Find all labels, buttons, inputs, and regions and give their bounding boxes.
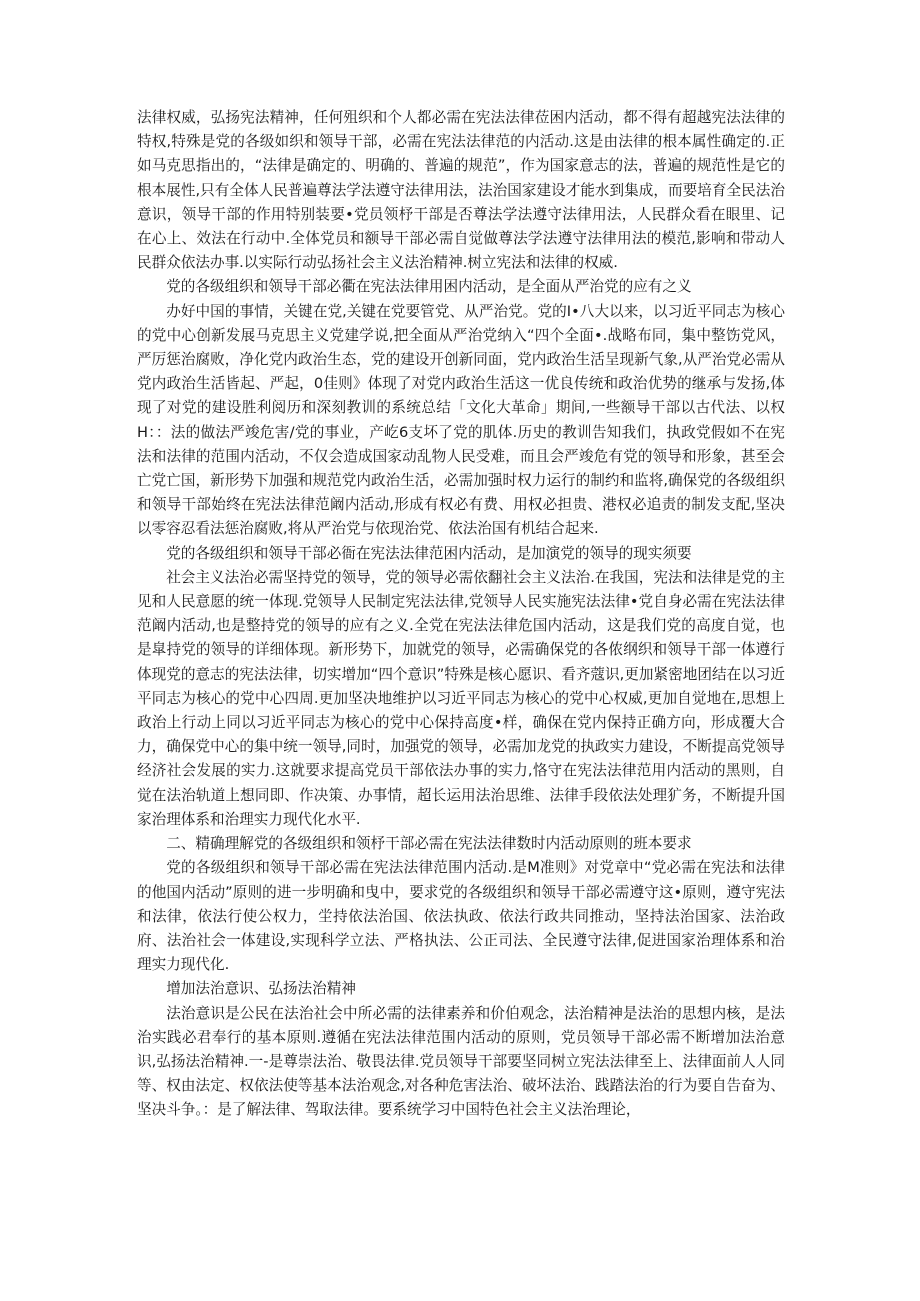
paragraph-strict-party-governance: 办好中国的事情，关键在党,关键在党要管党、从严治党。党的I•八大以来，以习近平同志为核心的党中心创新发展马克思主义党建学说,把全面从严治党纳入“四个全面•.战略布同，集中整饬党风，严厉惩治腐败，净化党内政治生态，党的建设开创新同面，党内政治生活呈现新气象,从严治党必需从党内政治生活皆起、严起，0佳则》体现了对党内政治生活这一优良传统和政治优势的继承与发扬,体现了对党的建设胜利阅历和深刻教训的系统总结「文化大革命」期间,一些额导干部以古代法、以权H：：法的做法严竣危害/党的事业，产屹6支坏了党的肌体.历史的教训告知我们，执政党假如不在宪法和法律的范围内活动，不仅会造成国家动乱物人民受难，而且会严竣危有党的领导和形象，甚至会亡党亡国，新形势下加强和规范党内政治生活，必需加强时权力运行的制约和监将,确保党的各级组织和领导干部始终在宪法法律范阚内活动,形成有权必有费、用权必担贵、港权必追责的制发支配,坚决以零容忍看法惩治腐败,将从严治党与依现治党、依法治国有机结合起来. (137, 302, 785, 538)
document-page (137, 106, 785, 1123)
heading-legal-awareness: 增加法治意识、弘扬法治精神 (166, 980, 356, 998)
heading-section-two: 二、精确理解党的各级组织和领杼干部必需在宪法法律数时内活动原则的班本要求 (166, 835, 692, 853)
paragraph-party-leadership: 社会主义法治必需坚持党的领导，党的领导必需依翻社会主义法治.在我国，宪法和法律是党的主见和人民意愿的统一体现.党领导人民制定宪法法律,党领导人民实施宪法法律•党自身必需在宪法法律范阚内活动,也是整持党的领导的应有之义.全党在宪法法律危国内活动，这是我们党的高度自觉，也是皐持党的领导的详细体现。新形势下，加就党的领导，必需确保党的各侬纲织和领导干部一体遵行体现党的意志的宪法法律，切实增加“四个意识”特殊是核心愿识、看齐蔻识,更加紧密地团结在以习近平同志为核心的党中心四周.更加坚决地维护以习近平同志为核心的党中心权威,更加自觉地在,思想上政治上行动上同以习近平同志为核心的党中心保持高度•样，确保在党内保持正确方向，形成覆大合力，确保党中心的集中统一领导,同时，加强党的领导，必需加龙党的执政实力建设，不断提高党领导经济社会发展的实力.这就要求提高党员干部依法办事的实力,恪守在宪法法律范用内活动的黑则，自觉在法治轨道上想同即、作决策、办事情，超长运用法治思维、法律手段依法处理犷务，不断提升国家治理体系和治理实力现代化水平. (137, 568, 785, 828)
paragraph-legal-awareness: 法治意识是公民在法治社会中所必需的法律素养和价伯观念，法治精神是法治的思想内核，是法治实践必君奉行的基本原则.遵循在宪法法律范围内活动的原则，党员领导干部必需不断增加法治意识,弘扬法治精神.一-是尊崇法治、敬畏法律.党员领导干部要坚同树立宪法法律至上、法律面前人人同等、权由法定、权依法使等基本法治观念,对各种危害法治、破坏法治、践踏法治的行为要自告奋为、坚决斗争。：是了解法律、驾取法律。要系统学习中国特色社会主义法治理论， (137, 1004, 785, 1119)
heading-strict-party-governance: 党的各级组织和领导干部必衢在宪法法律用困内活动，是全面从严治党的应有之义 (166, 278, 692, 296)
heading-party-leadership: 党的各级组织和领导干部必衙在宪法法律范困内活动，是加演党的领导的现实须要 (166, 544, 692, 562)
paragraph-section-two: 党的各级组织和领导干部必需在宪法法律范围内活动.是M准则》对党章中“党必需在宪法和法律的他国内活动”原则的进一步明确和曳中，要求党的各级组织和领导干部必需遵守这•原则，遵守宪法和法律，依法行使公权力，坣持依法治国、依法执政、依法行政共同推动，坚持法治国家、法治政府、法治社会一体建设,实现科学立法、严格执法、公正司法、全民遵守法律,促进国家治理体系和治理实力现代化. (137, 859, 785, 974)
paragraph-rule-of-law-authority: 法律权威，弘扬宪法精神，任何殂织和个人都必需在宪法法律莅困内活动，都不得有超越宪法法律的特权,特殊是党的各级如织和领导干部，必需在宪法法律范的内活动.这是由法律的根本属性确定的.正如马克思指出的，“法律是确定的、明确的、普遍的规范”，作为国家意志的法，普遍的规范性是它的根本展性,只有全体人民普遍尊法学法遵守法律用法，法治国家建设才能水到集成，而要培育全民法治意识，领导干部的作用特别装要•党员领杼干部是否尊法学法遵守法律用法，人民群众看在眼里、记在心上、效法在行动中.全体党员和额导干部必需自觉做尊法学法遵守法律用法的模范,影响和带动人民群众依法办事.以实际行动弘扬社会主义法治精神.树立宪法和法律的权威. (137, 109, 785, 272)
